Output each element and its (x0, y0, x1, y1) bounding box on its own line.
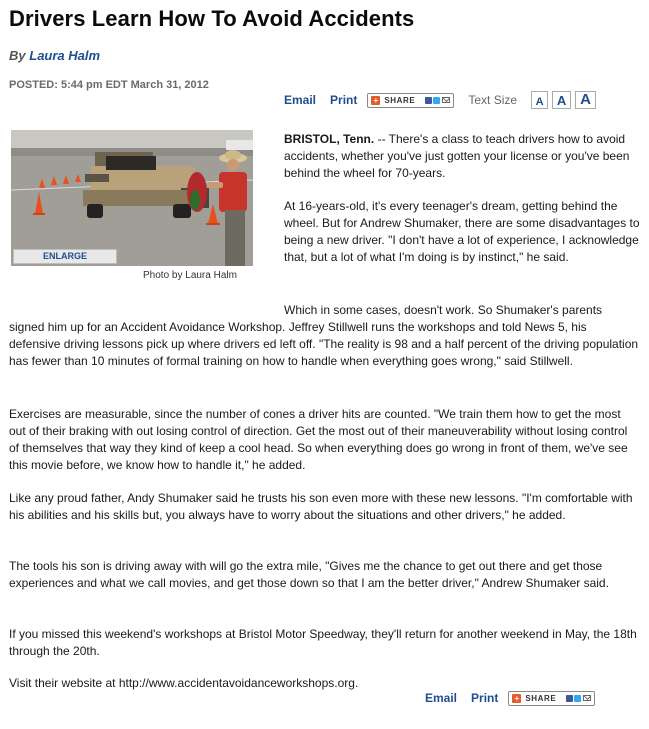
print-link[interactable]: Print (330, 93, 358, 107)
text-size-medium-button[interactable]: A (552, 91, 571, 109)
paragraph-4: Exercises are measurable, since the number of cones a driver hits are counted. "We train them how to get the most out of their braking with out losing control of direction. Get the most out of their maneuverability without losing control of themselves that way they kind of keep a cool head. So when everything does go wrong in front of them, we've see this movie before, we know how to handle it," he added. (9, 407, 628, 472)
paragraph-5: Like any proud father, Andy Shumaker said he trusts his son even more with these new lessons. "I'm comfortable with his abilities and his skills but, you always have to worry about the situations and other drivers," he added. (9, 491, 633, 522)
enlarge-button[interactable]: ENLARGE (13, 249, 117, 264)
share-plus-icon: + (371, 96, 380, 105)
author-link[interactable]: Laura Halm (29, 48, 101, 63)
facebook-icon (566, 695, 573, 702)
article-toolbar-top (284, 90, 642, 110)
email-envelope-icon (442, 97, 450, 103)
photo-image (11, 130, 253, 266)
paragraph-3: Which in some cases, doesn't work. So Shumaker's parents signed him up for an Accident Avoidance Workshop. Jeffrey Stillwell runs the workshops and told News 5, his defensive driving lessons pick up where drivers ed left off. "The reality is 98 and a half percent of the driving population has fewer than 10 minutes of formal training on how to handle when everything goes wrong," said Stillwell. (9, 303, 639, 368)
twitter-icon (433, 97, 440, 104)
paragraph-2: At 16-years-old, it's every teenager's dream, getting behind the wheel. But for Andrew Shumaker, there are some disadvantages to being a new driver. "I don't have a lot of experience, I acknowledge that, but a lot of what I'm doing is by instinct," he said. (284, 199, 640, 264)
email-link[interactable]: Email (284, 93, 317, 107)
byline-prefix: By (9, 48, 26, 63)
email-envelope-icon (583, 695, 591, 701)
byline (9, 48, 100, 63)
share-button-bottom[interactable] (508, 691, 595, 706)
posted-date: POSTED: 5:44 pm EDT March 31, 2012 (9, 79, 209, 91)
paragraph-1-text: -- There's a class to teach drivers how to avoid accidents, whether you've just gotten your license or you've been behind the wheel for 70-years. (284, 132, 630, 180)
twitter-icon (574, 695, 581, 702)
share-label: SHARE (384, 95, 416, 105)
article-title: Drivers Learn How To Avoid Accidents (9, 6, 415, 31)
print-link-bottom[interactable]: Print (471, 691, 499, 705)
article-toolbar-bottom (425, 688, 595, 708)
paragraph-8: Visit their website at http://www.accidentavoidanceworkshops.org. (9, 676, 359, 690)
email-link-bottom[interactable]: Email (425, 691, 458, 705)
text-size-label: Text Size (468, 93, 518, 107)
paragraph-1 (284, 131, 640, 182)
photo-caption: Photo by Laura Halm (143, 270, 237, 281)
paragraph-7: If you missed this weekend's workshops at Bristol Motor Speedway, they'll return for another weekend in May, the 18th through the 20th. (9, 627, 637, 658)
text-size-small-button[interactable]: A (531, 91, 548, 109)
article-photo[interactable] (11, 130, 253, 266)
facebook-icon (425, 97, 432, 104)
dateline: BRISTOL, Tenn. (284, 132, 375, 146)
paragraph-6: The tools his son is driving away with will go the extra mile, "Gives me the chance to get out there and get those experiences and what we call movies, and get those down so that I am the better driver," Andrew Shumaker said. (9, 559, 609, 590)
share-plus-icon: + (512, 694, 521, 703)
share-label: SHARE (525, 693, 557, 703)
text-size-large-button[interactable]: A (575, 91, 596, 109)
share-button[interactable] (367, 93, 454, 108)
